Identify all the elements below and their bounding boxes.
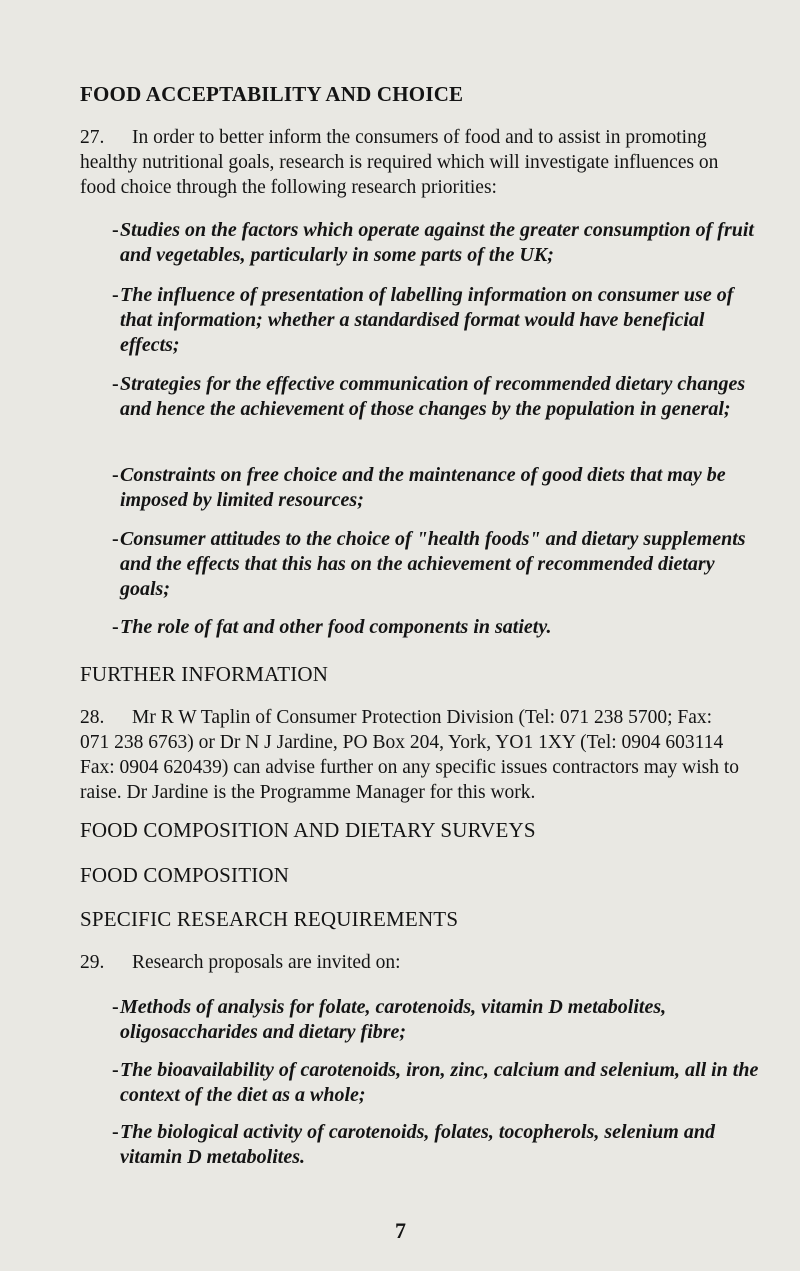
bullet-dash: - <box>112 464 119 486</box>
list-item <box>112 995 760 1045</box>
bullet-dash: - <box>112 1121 119 1143</box>
paragraph-text: In order to better inform the consumers of food and to assist in promoting healthy nutritional goals, research is required which will investigate influences on food choice through the following research priorities: <box>80 127 719 198</box>
bullet-dash: - <box>112 373 119 395</box>
list-item-text: Consumer attitudes to the choice of "health foods" and dietary supplements and the effects that this has on the achievement of recommended dietary goals; <box>120 528 746 600</box>
list-item-text: Studies on the factors which operate against the greater consumption of fruit and vegetables, particularly in some parts of the UK; <box>120 219 754 266</box>
food-composition-heading: FOOD COMPOSITION <box>80 863 290 887</box>
paragraph-text: Research proposals are invited on: <box>132 952 401 973</box>
bullet-dash: - <box>112 528 119 550</box>
bullet-dash: - <box>112 616 119 638</box>
list-item <box>112 372 760 422</box>
list-item <box>112 1120 760 1170</box>
paragraph-number: 27. <box>80 127 105 148</box>
list-item-text: Strategies for the effective communication of recommended dietary changes and hence the achievement of those changes by the population in general; <box>120 373 746 420</box>
section-heading: FOOD ACCEPTABILITY AND CHOICE <box>80 82 464 106</box>
list-item <box>112 283 760 358</box>
composition-surveys-heading: FOOD COMPOSITION AND DIETARY SURVEYS <box>80 818 536 842</box>
paragraph-number: 28. <box>80 707 105 728</box>
paragraph-29 <box>80 950 745 975</box>
paragraph-27 <box>80 125 745 200</box>
list-item-text: The bioavailability of carotenoids, iron, zinc, calcium and selenium, all in the context of the diet as a whole; <box>120 1059 759 1106</box>
bullet-dash: - <box>112 1059 119 1081</box>
list-item <box>112 218 760 268</box>
list-item-text: The influence of presentation of labelling information on consumer use of that information; whether a standardised format would have beneficial effects; <box>120 284 734 356</box>
paragraph-28 <box>80 705 745 805</box>
paragraph-number: 29. <box>80 952 105 973</box>
list-item-text: The biological activity of carotenoids, folates, tocopherols, selenium and vitamin D metabolites. <box>120 1121 715 1168</box>
specific-requirements-heading: SPECIFIC RESEARCH REQUIREMENTS <box>80 907 459 931</box>
list-item <box>112 527 760 602</box>
list-item-text: Constraints on free choice and the maintenance of good diets that may be imposed by limited resources; <box>120 464 726 511</box>
list-item <box>112 1058 760 1108</box>
page-number: 7 <box>395 1218 406 1243</box>
bullet-dash: - <box>112 284 119 306</box>
list-item-text: The role of fat and other food components in satiety. <box>120 616 552 638</box>
further-information-heading: FURTHER INFORMATION <box>80 662 329 686</box>
list-item <box>112 615 760 640</box>
paragraph-text: Mr R W Taplin of Consumer Protection Division (Tel: 071 238 5700; Fax: 071 238 6763) or Dr N J Jardine, PO Box 204, York, YO1 1XY (Tel: 0904 603114 Fax: 0904 620439) can advise further on any specific issues contractors may wish to raise. Dr Jardine is the Programme Manager for this work. <box>80 707 740 803</box>
bullet-dash: - <box>112 219 119 241</box>
bullet-dash: - <box>112 996 119 1018</box>
list-item-text: Methods of analysis for folate, carotenoids, vitamin D metabolites, oligosaccharides and dietary fibre; <box>120 996 667 1043</box>
list-item <box>112 463 760 513</box>
